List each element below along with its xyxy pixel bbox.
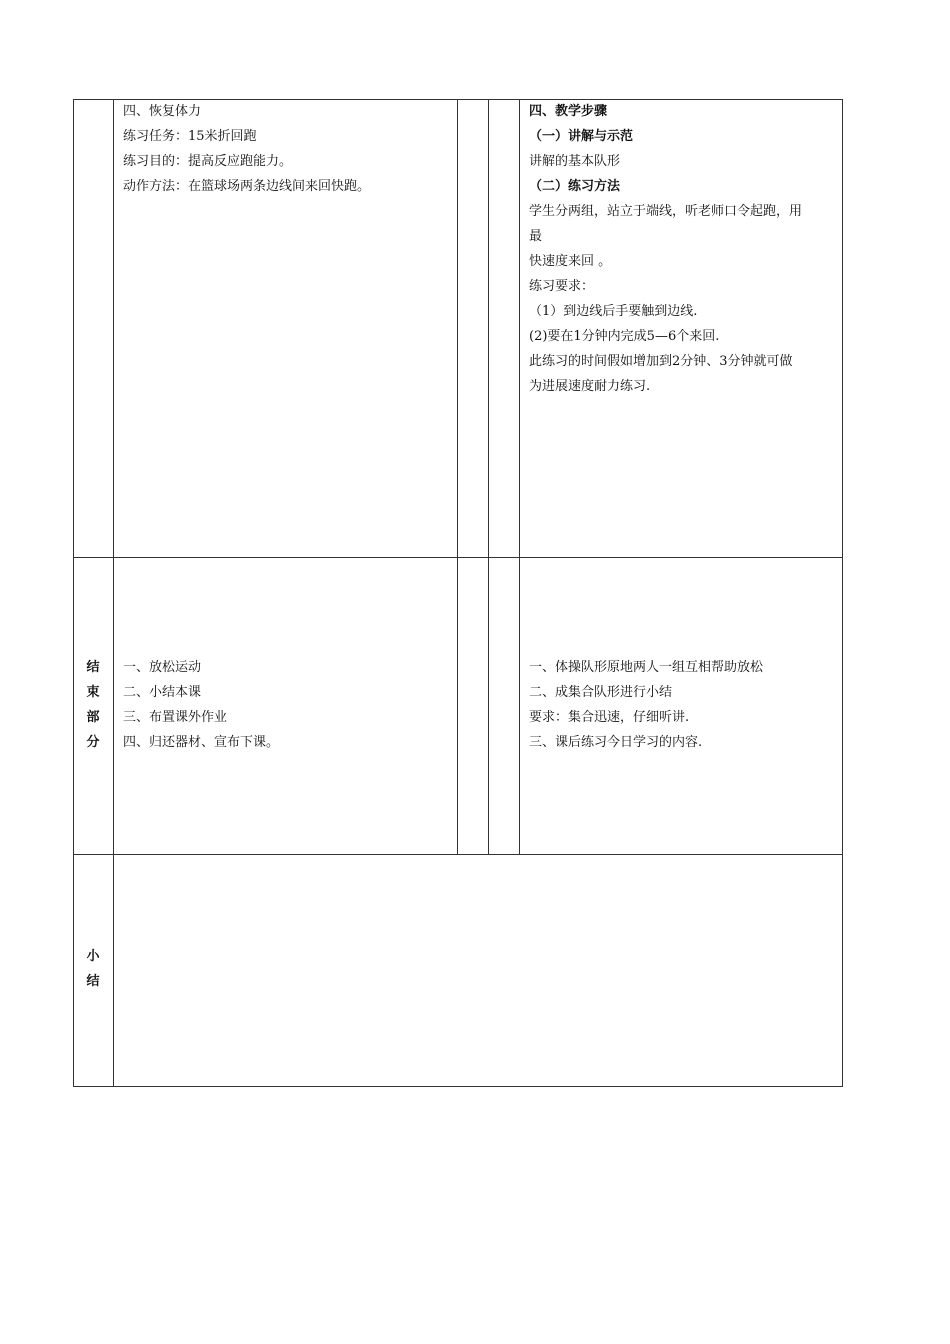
row1-content-line-4: 动作方法：在篮球场两条边线间来回快跑。	[123, 179, 371, 194]
row2-content-line-3: 三、布置课外作业	[123, 710, 228, 725]
row1-step-line-10: (2)要在1分钟内完成5—6个来回.	[529, 329, 720, 344]
row-divider-1	[73, 557, 843, 558]
lesson-plan-table	[73, 99, 843, 1087]
row1-step-line-9: （1）到边线后手要触到边线.	[529, 304, 698, 319]
row2-step-line-2: 二、成集合队形进行小结	[529, 685, 673, 700]
row1-step-line-1: 四、教学步骤	[529, 104, 608, 119]
row1-step-line-11: 此练习的时间假如增加到2分钟、3分钟就可做	[529, 354, 793, 369]
row1-step-line-8: 练习要求：	[529, 279, 595, 294]
row3-label-char-1: 小	[86, 949, 100, 964]
row1-step-line-5: 学生分两组，站立于端线，听老师口令起跑，用	[529, 204, 803, 219]
row3-label-char-2: 结	[86, 974, 100, 989]
column-divider-b	[488, 99, 489, 855]
row1-step-line-6: 最	[529, 229, 543, 244]
column-divider-c	[519, 99, 520, 855]
row2-content-line-1: 一、放松运动	[123, 660, 202, 675]
row3-summary-label	[73, 944, 113, 994]
row1-step-line-7: 快速度来回 。	[529, 254, 612, 269]
row1-step-line-4: （二）练习方法	[529, 179, 621, 194]
row2-label-char-1: 结	[86, 660, 100, 675]
row1-step-line-3: 讲解的基本队形	[529, 154, 621, 169]
row2-content-cell	[123, 655, 453, 755]
row2-step-line-3: 要求：集合迅速，仔细听讲.	[529, 710, 690, 725]
row2-step-line-1: 一、体操队形原地两人一组互相帮助放松	[529, 660, 764, 675]
row2-section-label	[73, 655, 113, 755]
row2-content-line-2: 二、小结本课	[123, 685, 202, 700]
row2-steps-cell	[529, 655, 839, 755]
row2-content-line-4: 四、归还器材、宣布下课。	[123, 735, 280, 750]
row1-content-cell	[123, 99, 453, 199]
row2-step-line-4: 三、课后练习今日学习的内容.	[529, 735, 703, 750]
table-border-left	[73, 99, 74, 1087]
table-border-right	[842, 99, 843, 1087]
row-divider-2	[73, 854, 843, 855]
row1-steps-cell	[529, 99, 839, 399]
row1-step-line-12: 为进展速度耐力练习.	[529, 379, 651, 394]
label-column-divider	[113, 99, 114, 1087]
column-divider-a	[457, 99, 458, 855]
row1-content-line-3: 练习目的：提高反应跑能力。	[123, 154, 293, 169]
row1-step-line-2: （一）讲解与示范	[529, 129, 634, 144]
row1-content-line-1: 四、恢复体力	[123, 104, 202, 119]
row2-label-char-2: 束	[86, 685, 100, 700]
row2-label-char-3: 部	[86, 710, 100, 725]
row2-label-char-4: 分	[86, 735, 100, 750]
row1-content-line-2: 练习任务：15米折回跑	[123, 129, 257, 144]
table-border-bottom	[73, 1086, 843, 1087]
